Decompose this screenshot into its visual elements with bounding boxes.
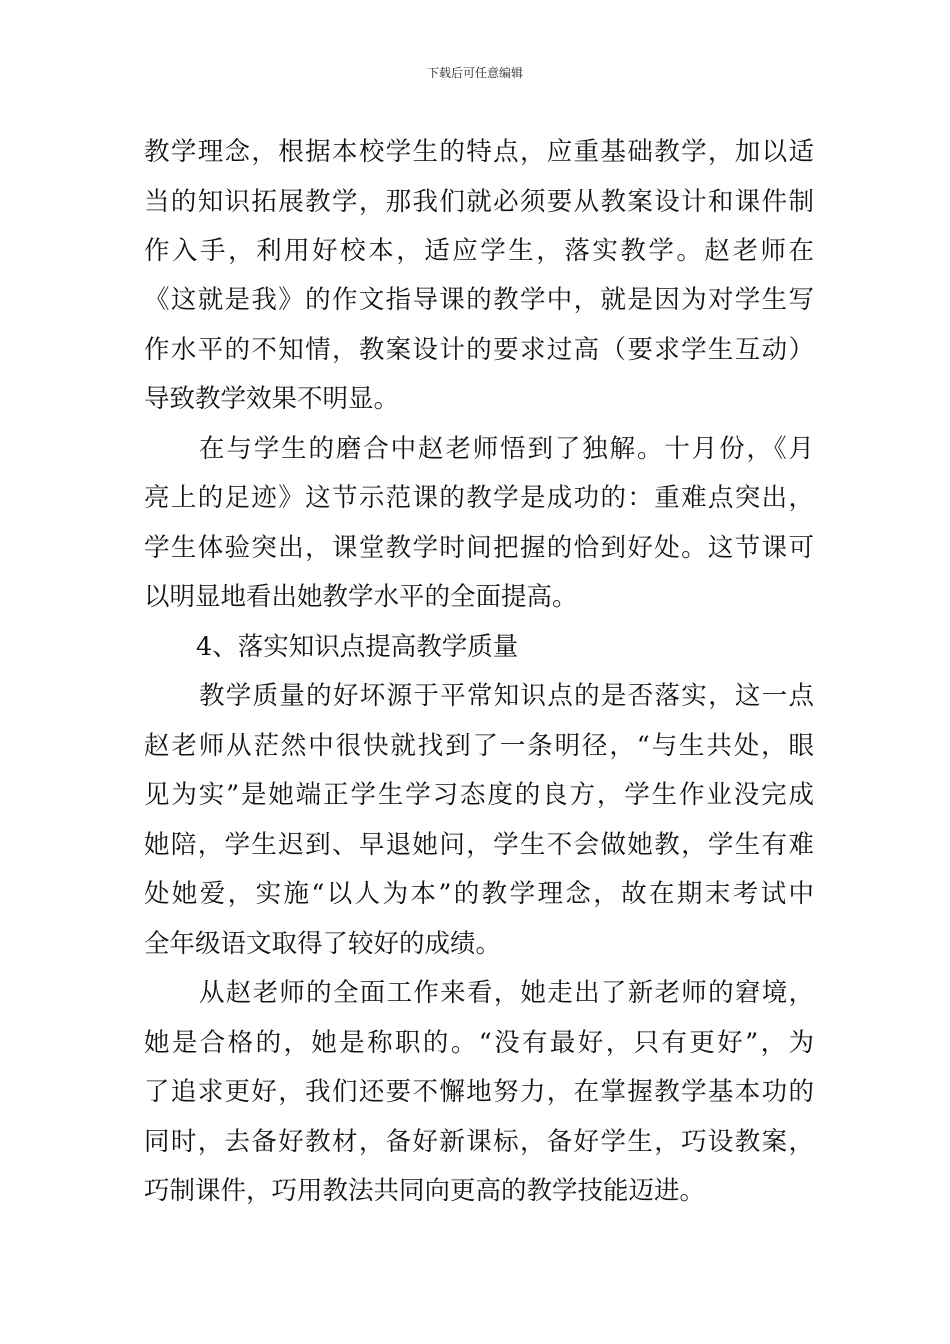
text-line: 教学质量的好坏源于平常知识点的是否落实，这一点 <box>199 681 814 711</box>
text-line: 以明显地看出她教学水平的全面提高。 <box>144 582 578 612</box>
text-line: 当的知识拓展教学，那我们就必须要从教案设计和课件制 <box>144 187 814 217</box>
text-line: 作水平的不知情，教案设计的要求过高（要求学生互动） <box>144 335 814 365</box>
text-line: 学生体验突出，课堂教学时间把握的恰到好处。这节课可 <box>144 533 814 563</box>
text-line: 巧制课件，巧用教法共同向更高的教学技能迈进。 <box>144 1176 706 1206</box>
text-line: 教学理念，根据本校学生的特点，应重基础教学，加以适 <box>144 137 814 167</box>
text-line: 赵老师从茫然中很快就找到了一条明径，“与生共处，眼 <box>144 731 814 761</box>
text-line: 处她爱，实施“以人为本”的教学理念，故在期末考试中 <box>144 879 814 909</box>
text-line: 她陪，学生迟到、早退她问，学生不会做她教，学生有难 <box>144 830 814 860</box>
text-line: 导致教学效果不明显。 <box>144 384 400 414</box>
text-line: 《这就是我》的作文指导课的教学中，就是因为对学生写 <box>144 285 814 315</box>
page-header: 下载后可任意编辑 <box>426 66 523 80</box>
text-line: 全年级语文取得了较好的成绩。 <box>144 929 502 959</box>
text-line: 她是合格的，她是称职的。“没有最好，只有更好”，为 <box>144 1028 814 1058</box>
text-line: 了追求更好，我们还要不懈地努力，在掌握教学基本功的 <box>144 1077 814 1107</box>
text-line: 亮上的足迹》这节示范课的教学是成功的：重难点突出， <box>144 483 814 513</box>
text-line: 在与学生的磨合中赵老师悟到了独解。十月份，《月 <box>199 434 814 464</box>
text-line: 作入手，利用好校本，适应学生，落实教学。赵老师在 <box>144 236 814 266</box>
text-line: 从赵老师的全面工作来看，她走出了新老师的窘境， <box>199 978 814 1008</box>
text-line: 见为实”是她端正学生学习态度的良方，学生作业没完成 <box>144 780 814 810</box>
text-line: 同时，去备好教材，备好新课标，备好学生，巧设教案， <box>144 1127 814 1157</box>
section-heading: 4、落实知识点提高教学质量 <box>196 632 519 662</box>
